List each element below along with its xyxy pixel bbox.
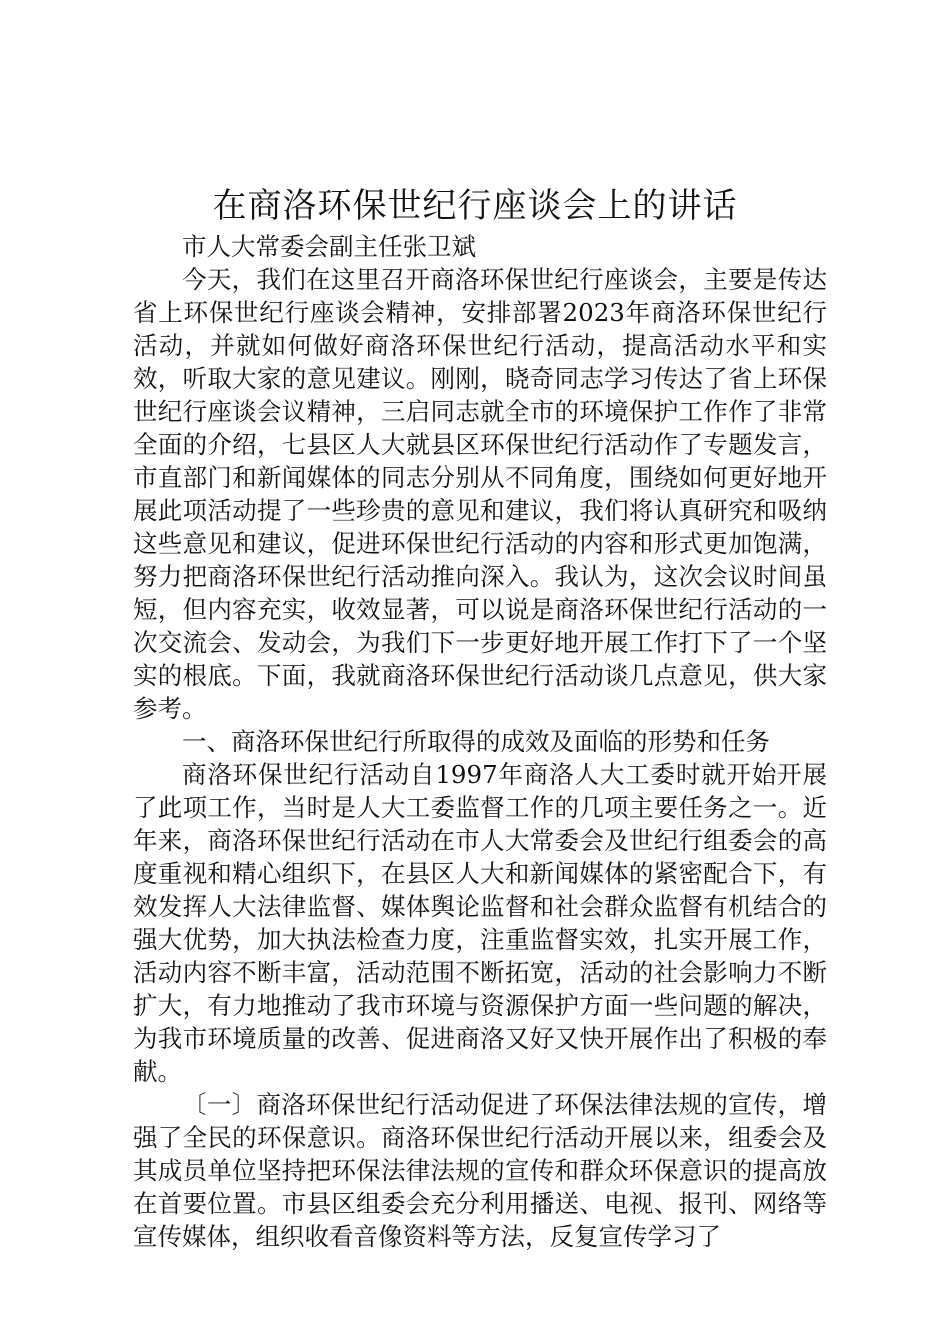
author-line: 市人大常委会副主任张卫斌 xyxy=(182,232,476,261)
paragraph-intro: 今天，我们在这里召开商洛环保世纪行座谈会，主要是传达省上环保世纪行座谈会精神，安排部署2023年商洛环保世纪行活动，并就如何做好商洛环保世纪行活动，提高活动水平和实效，听取大家的意见建议。刚刚，晓奇同志学习传达了省上环保世纪行座谈会议精神，三启同志就全市的环境保护工作作了非常全面的介绍，七县区人大就县区环保世纪行活动作了专题发言，市直部门和新闻媒体的同志分别从不同角度，围绕如何更好地开展此项活动提了一些珍贵的意见和建议，我们将认真研究和吸纳这些意见和建议，促进环保世纪行活动的内容和形式更加饱满，努力把商洛环保世纪行活动推向深入。我认为，这次会议时间虽短，但内容充实，收效显著，可以说是商洛环保世纪行活动的一次交流会、发动会，为我们下一步更好地开展工作打下了一个坚实的根底。下面，我就商洛环保世纪行活动谈几点意见，供大家参考。 xyxy=(133,265,827,723)
document-title: 在商洛环保世纪行座谈会上的讲话 xyxy=(212,186,738,226)
section-heading-1: 一、商洛环保世纪行所取得的成效及面临的形势和任务 xyxy=(182,727,770,756)
paragraph-section-1: 商洛环保世纪行活动自1997年商洛人大工委时就开始开展了此项工作，当时是人大工委监督工作的几项主要任务之一。近年来，商洛环保世纪行活动在市人大常委会及世纪行组委会的高度重视和精心组织下，在县区人大和新闻媒体的紧密配合下，有效发挥人大法律监督、媒体舆论监督和社会群众监督有机结合的强大优势，加大执法检查力度，注重监督实效，扎实开展工作，活动内容不断丰富，活动范围不断拓宽，活动的社会影响力不断扩大，有力地推动了我市环境与资源保护方面一些问题的解决，为我市环境质量的改善、促进商洛又好又快开展作出了积极的奉献。 xyxy=(133,760,827,1086)
document-body xyxy=(133,230,827,1253)
paragraph-subsection-1: 〔一〕商洛环保世纪行活动促进了环保法律法规的宣传，增强了全民的环保意识。商洛环保世纪行活动开展以来，组委会及其成员单位坚持把环保法律法规的宣传和群众环保意识的提高放在首要位置。市县区组委会充分利用播送、电视、报刊、网络等宣传媒体，组织收看音像资料等方法，反复宣传学习了 xyxy=(133,1090,827,1251)
